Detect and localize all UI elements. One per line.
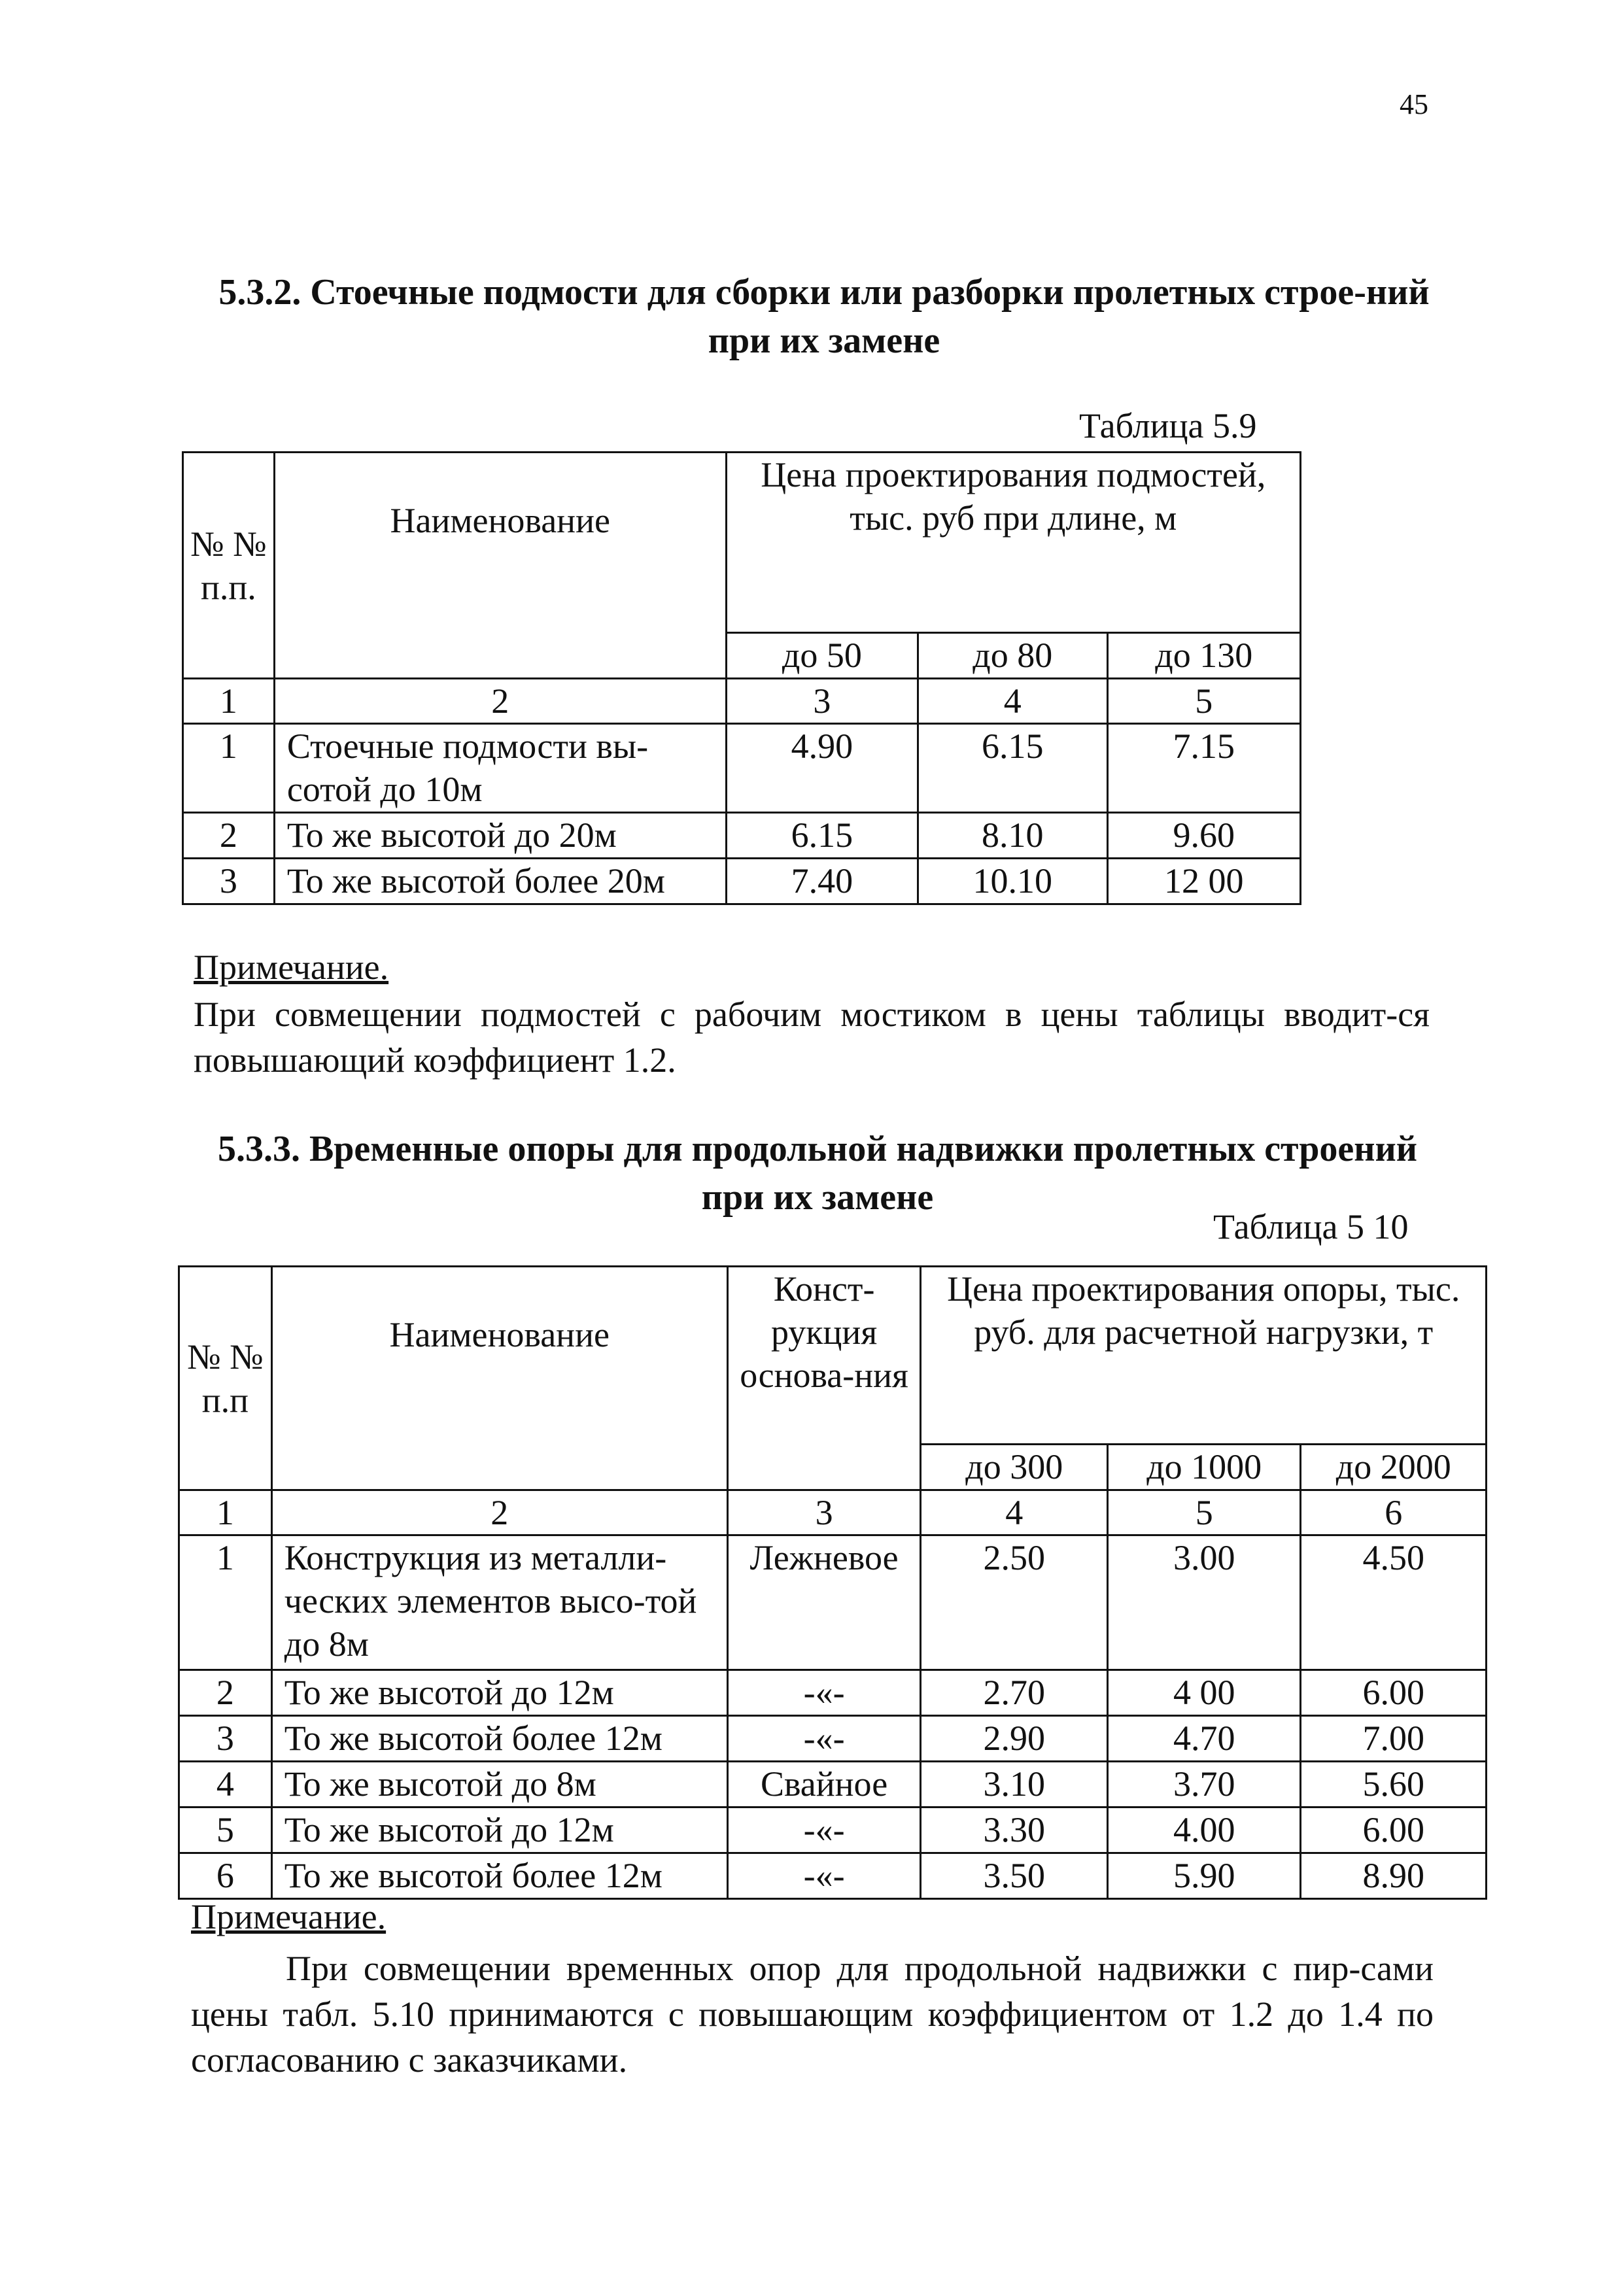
row-value: 4.00 (1107, 1808, 1300, 1853)
row-value: 8.90 (1301, 1853, 1487, 1899)
row-name: То же высотой более 12м (271, 1716, 727, 1762)
row-value: 6.15 (726, 813, 918, 859)
row-value: 2.90 (921, 1716, 1107, 1762)
row-num: 5 (179, 1808, 272, 1853)
row-value: 3.10 (921, 1762, 1107, 1808)
header-subcol: до 300 (921, 1445, 1107, 1490)
table-row (183, 859, 1301, 904)
table-row (179, 1853, 1487, 1899)
row-name: То же высотой до 8м (271, 1762, 727, 1808)
col-number: 2 (274, 679, 726, 724)
row-num: 3 (183, 859, 275, 904)
row-value: 4 00 (1107, 1670, 1300, 1716)
row-name: То же высотой более 12м (271, 1853, 727, 1899)
table-caption-5-9: Таблица 5.9 (1079, 406, 1257, 445)
header-subcol: до 80 (918, 633, 1108, 679)
table-row (183, 724, 1301, 813)
row-value: 3.70 (1107, 1762, 1300, 1808)
row-name: То же высотой до 20м (274, 813, 726, 859)
row-value: 6.00 (1301, 1670, 1487, 1716)
note-text: При совмещении временных опор для продольной надвижки с пир-сами цены табл. 5.10 принимаются с повышающим коэффициентом от 1.2 до 1.4 по согласованию с заказчиками. (191, 1949, 1434, 2080)
header-name: Наименование (271, 1267, 727, 1490)
table-caption-5-10: Таблица 5 10 (1213, 1207, 1409, 1246)
row-name: Стоечные подмости вы-сотой до 10м (274, 724, 726, 813)
note-label: Примечание. (194, 948, 389, 987)
row-base: -«- (727, 1808, 921, 1853)
row-name: То же высотой до 12м (271, 1670, 727, 1716)
section-heading-5-3-2: 5.3.2. Стоечные подмости для сборки или разборки пролетных строе-ний при их замене (218, 272, 1430, 361)
row-name: То же высотой до 12м (271, 1808, 727, 1853)
header-subcol: до 130 (1107, 633, 1300, 679)
table-row (179, 1670, 1487, 1716)
row-base: -«- (727, 1670, 921, 1716)
note-text: При совмещении подмостей с рабочим мостиком в цены таблицы вводит-ся повышающий коэффициент 1.2. (194, 995, 1430, 1080)
row-num: 3 (179, 1716, 272, 1762)
col-number: 1 (179, 1490, 272, 1535)
row-value: 3.30 (921, 1808, 1107, 1853)
table-row (179, 1762, 1487, 1808)
row-num: 4 (179, 1762, 272, 1808)
table-row (179, 1808, 1487, 1853)
row-value: 3.50 (921, 1853, 1107, 1899)
row-value: 12 00 (1107, 859, 1300, 904)
row-value: 6.00 (1301, 1808, 1487, 1853)
table-row (183, 813, 1301, 859)
table-row (179, 1716, 1487, 1762)
row-value: 8.10 (918, 813, 1108, 859)
header-num: № № п.п. (183, 453, 275, 679)
header-price-group: Цена проектирования опоры, тыс. руб. для расчетной нагрузки, т (921, 1267, 1487, 1445)
row-base: -«- (727, 1716, 921, 1762)
row-value: 2.50 (921, 1535, 1107, 1670)
row-value: 4.70 (1107, 1716, 1300, 1762)
row-base: Свайное (727, 1762, 921, 1808)
row-value: 10.10 (918, 859, 1108, 904)
header-construction: Конст-рукция основа-ния (727, 1267, 921, 1490)
header-subcol: до 2000 (1301, 1445, 1487, 1490)
row-name: То же высотой более 20м (274, 859, 726, 904)
header-subcol: до 1000 (1107, 1445, 1300, 1490)
header-name: Наименование (274, 453, 726, 679)
row-value: 7.15 (1107, 724, 1300, 813)
table-5-10 (178, 1265, 1487, 1900)
row-num: 1 (183, 724, 275, 813)
col-number: 2 (271, 1490, 727, 1535)
col-number: 4 (921, 1490, 1107, 1535)
col-number: 5 (1107, 1490, 1300, 1535)
table-row (179, 1535, 1487, 1670)
row-value: 5.60 (1301, 1762, 1487, 1808)
row-value: 6.15 (918, 724, 1108, 813)
header-price-group: Цена проектирования подмостей, тыс. руб при длине, м (726, 453, 1300, 633)
header-subcol: до 50 (726, 633, 918, 679)
col-number: 6 (1301, 1490, 1487, 1535)
row-value: 4.50 (1301, 1535, 1487, 1670)
col-number: 4 (918, 679, 1108, 724)
row-num: 1 (179, 1535, 272, 1670)
row-value: 3.00 (1107, 1535, 1300, 1670)
row-base: Лежневое (727, 1535, 921, 1670)
row-name: Конструкция из металли-ческих элементов высо-той до 8м (271, 1535, 727, 1670)
row-num: 6 (179, 1853, 272, 1899)
table-5-9 (182, 451, 1301, 905)
row-num: 2 (179, 1670, 272, 1716)
section-heading-5-3-3: 5.3.3. Временные опоры для продольной надвижки пролетных строений при их замене (217, 1129, 1418, 1218)
row-value: 7.00 (1301, 1716, 1487, 1762)
col-number: 3 (726, 679, 918, 724)
row-value: 4.90 (726, 724, 918, 813)
header-num: № № п.п (179, 1267, 272, 1490)
row-num: 2 (183, 813, 275, 859)
col-number: 1 (183, 679, 275, 724)
row-value: 7.40 (726, 859, 918, 904)
col-number: 5 (1107, 679, 1300, 724)
row-value: 9.60 (1107, 813, 1300, 859)
page-number: 45 (1400, 88, 1428, 120)
row-base: -«- (727, 1853, 921, 1899)
row-value: 5.90 (1107, 1853, 1300, 1899)
col-number: 3 (727, 1490, 921, 1535)
note-label: Примечание. (191, 1897, 387, 1936)
row-value: 2.70 (921, 1670, 1107, 1716)
